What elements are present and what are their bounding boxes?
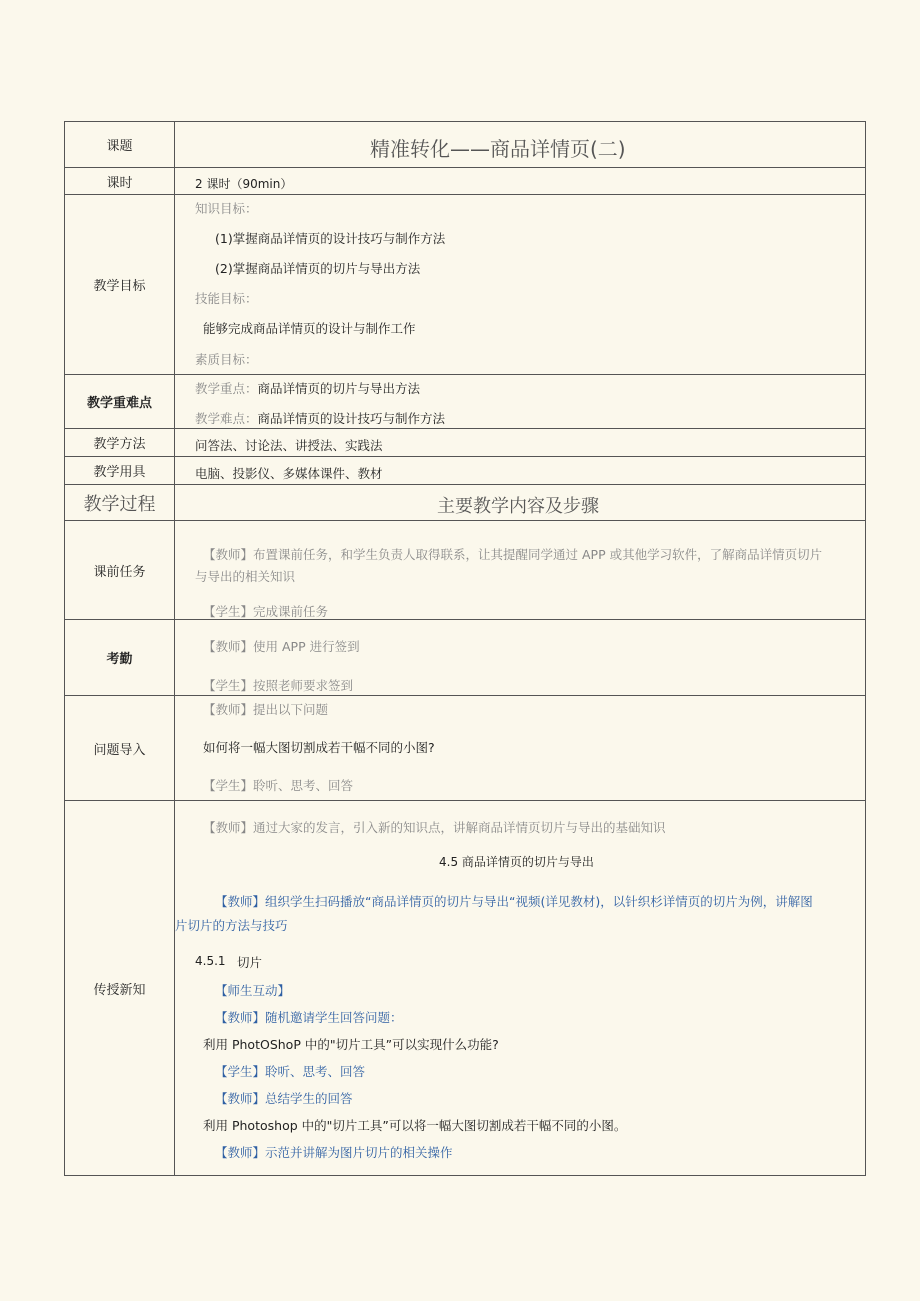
intro-label: 问题导入 <box>65 696 175 801</box>
nk-sub-number: 4.5.1 <box>195 954 226 968</box>
pre-class-label: 课前任务 <box>65 521 175 620</box>
lesson-plan-table <box>64 121 866 1176</box>
key-focus <box>195 379 420 397</box>
nk-sub-title: 切片 <box>237 955 263 970</box>
attendance-teacher: 【教师】使用 APP 进行签到 <box>203 639 360 654</box>
knowledge-goal-2: (2)掌握商品详情页的切片与导出方法 <box>215 261 421 276</box>
quality-goal-title: 素质目标： <box>195 352 258 367</box>
tools-value: 电脑、投影仪、多媒体课件、教材 <box>195 466 383 481</box>
attendance-student: 【学生】按照老师要求签到 <box>203 678 354 693</box>
nk-question: 利用 PhotOShoP 中的"切片工具”可以实现什么功能? <box>203 1037 499 1052</box>
skill-goal-title: 技能目标： <box>195 291 258 306</box>
process-header-label: 教学过程 <box>65 485 175 521</box>
nk-teacher-intro: 【教师】通过大家的发言，引入新的知识点，讲解商品详情页切片与导出的基础知识 <box>203 820 666 835</box>
nk-section-title: 4.5 商品详情页的切片与导出 <box>439 855 594 869</box>
tools-label: 教学用具 <box>65 457 175 485</box>
method-label: 教学方法 <box>65 429 175 457</box>
key-difficulty <box>195 409 445 427</box>
pre-class-teacher-line-2: 与导出的相关知识 <box>195 569 296 584</box>
knowledge-goal-title: 知识目标： <box>195 201 258 216</box>
objectives-label: 教学目标 <box>65 195 175 375</box>
nk-video-line-1: 【教师】组织学生扫码播放“商品详情页的切片与导出“视频(详见教材)，以针织杉详情页的切片为例，讲解图 <box>215 894 813 909</box>
hours-label: 课时 <box>65 168 175 195</box>
topic-title: 精准转化——商品详情页(二) <box>370 137 626 161</box>
skill-goal-1: 能够完成商品详情页的设计与制作工作 <box>203 321 416 336</box>
nk-answer: 利用 Photoshop 中的"切片工具”可以将一幅大图切割成若干幅不同的小图。 <box>203 1118 627 1133</box>
knowledge-goal-1: (1)掌握商品详情页的设计技巧与制作方法 <box>215 231 446 246</box>
key-difficulty-prefix: 教学难点： <box>195 411 258 426</box>
nk-demo: 【教师】示范并讲解为图片切片的相关操作 <box>215 1145 453 1160</box>
nk-summary: 【教师】总结学生的回答 <box>215 1091 353 1106</box>
intro-student: 【学生】聆听、思考、回答 <box>203 778 354 793</box>
nk-ask: 【教师】随机邀请学生回答问题： <box>215 1010 403 1025</box>
nk-video-line-2: 片切片的方法与技巧 <box>175 918 288 933</box>
key-difficulty-text: 商品详情页的设计技巧与制作方法 <box>257 411 446 426</box>
key-points-label: 教学重难点 <box>65 375 175 429</box>
new-knowledge-label: 传授新知 <box>65 801 175 1176</box>
topic-label: 课题 <box>65 122 175 168</box>
key-focus-prefix: 教学重点： <box>195 381 258 396</box>
nk-interaction: 【师生互动】 <box>215 983 291 998</box>
intro-teacher: 【教师】提出以下问题 <box>203 702 329 717</box>
nk-student: 【学生】聆听、思考、回答 <box>215 1064 366 1079</box>
intro-question: 如何将一幅大图切割成若干幅不同的小图? <box>203 740 435 755</box>
key-focus-text: 商品详情页的切片与导出方法 <box>257 381 421 396</box>
attendance-label: 考勤 <box>65 620 175 696</box>
pre-class-teacher-line-1: 【教师】布置课前任务，和学生负责人取得联系，让其提醒同学通过 APP 或其他学习软件，了解商品详情页切片 <box>203 547 823 562</box>
method-value: 问答法、讨论法、讲授法、实践法 <box>195 438 383 453</box>
hours-value: 2 课时（90min） <box>195 177 293 191</box>
process-header-title: 主要教学内容及步骤 <box>437 496 599 517</box>
pre-class-student: 【学生】完成课前任务 <box>203 604 329 619</box>
